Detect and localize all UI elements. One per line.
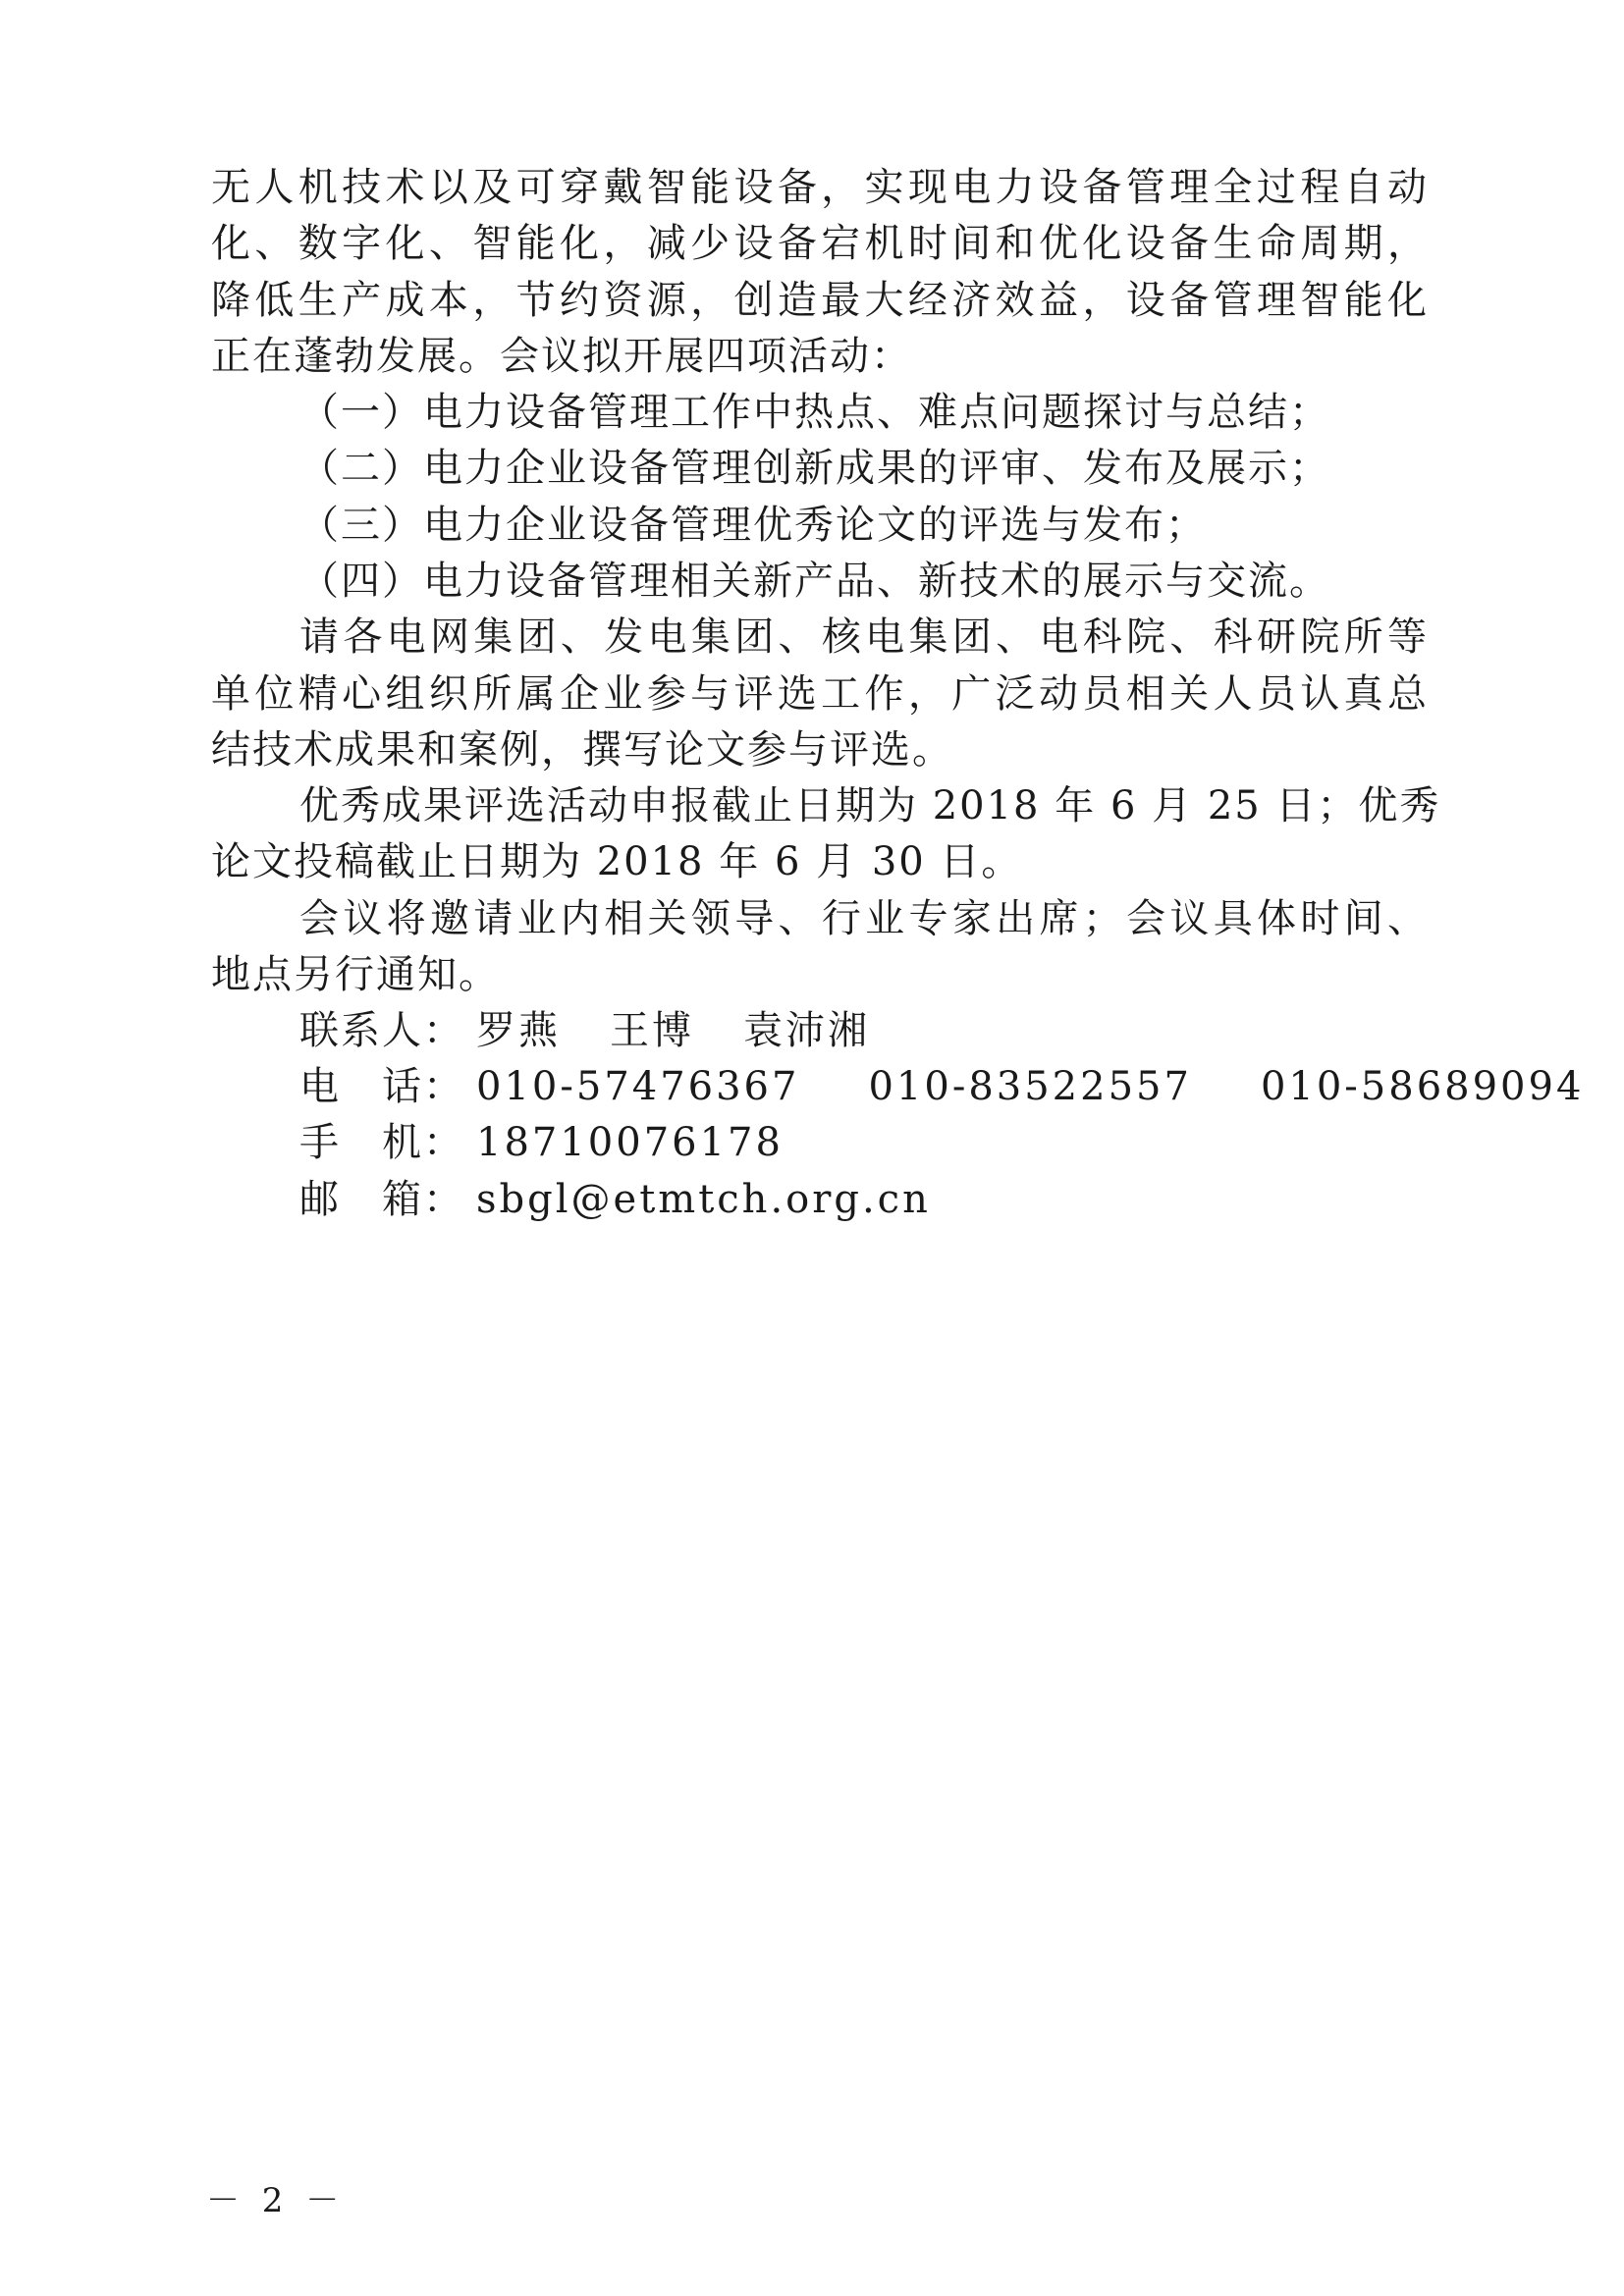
contact-mobile-row	[299, 1118, 784, 1167]
contact-name-2: 王博	[610, 1008, 694, 1053]
intro-line-1: 无人机技术以及可穿戴智能设备，实现电力设备管理全过程自动	[211, 165, 1429, 210]
meeting-line-2: 地点另行通知。	[211, 952, 500, 997]
deadline-line-2: 论文投稿截止日期为 2018 年 6 月 30 日。	[211, 839, 1023, 884]
contact-label: 联系人：	[299, 1008, 464, 1053]
units-line-1: 请各电网集团、发电集团、核电集团、电科院、科研院所等	[299, 614, 1429, 660]
activity-item-1: （一）电力设备管理工作中热点、难点问题探讨与总结；	[299, 390, 1330, 435]
units-line-3: 结技术成果和案例，撰写论文参与评选。	[211, 727, 953, 773]
phone-label: 电 话：	[299, 1064, 464, 1109]
contact-names-row	[299, 1006, 870, 1055]
phone-number-3: 010-58689094	[1260, 1064, 1585, 1109]
phone-number-1: 010-57476367	[476, 1064, 800, 1109]
contact-name-3: 袁沛湘	[743, 1008, 870, 1053]
mobile-label: 手 机：	[299, 1120, 464, 1165]
activity-item-3: （三）电力企业设备管理优秀论文的评选与发布；	[299, 503, 1207, 548]
meeting-line-1: 会议将邀请业内相关领导、行业专家出席；会议具体时间、	[299, 896, 1429, 941]
page-number: － 2 －	[206, 2181, 346, 2220]
mobile-number: 18710076178	[476, 1120, 784, 1165]
activity-item-4: （四）电力设备管理相关新产品、新技术的展示与交流。	[299, 559, 1330, 604]
intro-line-4: 正在蓬勃发展。会议拟开展四项活动：	[211, 334, 912, 379]
contact-name-1: 罗燕	[476, 1008, 561, 1053]
intro-line-3: 降低生产成本，节约资源，创造最大经济效益，设备管理智能化	[211, 278, 1429, 323]
intro-line-2: 化、数字化、智能化，减少设备宕机时间和优化设备生命周期，	[211, 221, 1429, 266]
activity-item-2: （二）电力企业设备管理创新成果的评审、发布及展示；	[299, 446, 1330, 491]
units-line-2: 单位精心组织所属企业参与评选工作，广泛动员相关人员认真总	[211, 671, 1429, 717]
email-label: 邮 箱：	[299, 1177, 464, 1222]
contact-phone-row	[299, 1062, 1584, 1111]
contact-email-row	[299, 1175, 931, 1224]
phone-number-2: 010-83522557	[868, 1064, 1192, 1109]
email-address: sbgl@etmtch.org.cn	[476, 1177, 931, 1222]
deadline-line-1: 优秀成果评选活动申报截止日期为 2018 年 6 月 25 日；优秀	[299, 783, 1441, 828]
